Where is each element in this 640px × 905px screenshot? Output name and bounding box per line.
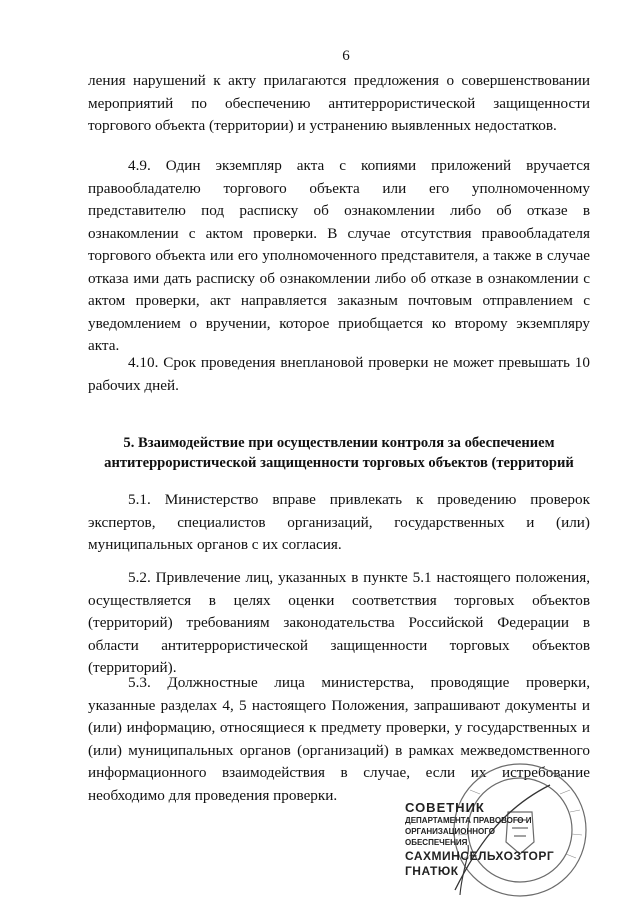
stamp-line-2: ДЕПАРТАМЕНТА ПРАВОВОГО И [405, 816, 532, 825]
stamp-signatory: ГНАТЮК [405, 864, 459, 878]
section-heading-line-1: 5. Взаимодействие при осуществлении контроля за обеспечением [123, 435, 555, 451]
section-5-heading [88, 433, 590, 473]
paragraph-5-3: 5.3. Должностные лица министерства, проводящие проверки, указанные разделах 4, 5 настоящего Положения, запрашивают документы и (или) информацию, относящиеся к предмету проверки, у государственных и (или) муниципальных органов (организаций) в рамках межведомственного информационного взаимодействия в случае, если их истребование необходимо для проведения проверки. [88, 674, 590, 804]
section-heading-line-2: антитеррористической защищенности торговых объектов (территорий [104, 455, 574, 471]
paragraph-4-10: 4.10. Срок проведения внеплановой проверки не может превышать 10 рабочих дней. [88, 354, 590, 394]
paragraph-continuation: ления нарушений к акту прилагаются предложения о совершенствовании мероприятий по обеспечению антитеррористической защищенности торгового объекта (территории) и устранению выявленных недостатков. [88, 72, 590, 134]
stamp-title: СОВЕТНИК [405, 800, 485, 815]
paragraph-4-9: 4.9. Один экземпляр акта с копиями приложений вручается правообладателю торгового объекта или его уполномоченному представителю под расписку об ознакомлении либо об отказе в ознакомлении с актом проверки. В случае отсутствия правообладателя торгового объекта или его уполномоченного представителя, а также в случае отказа ими дать расписку об ознакомлении либо об отказе в ознакомлении с актом проверки, акт направляется заказным почтовым отправлением с уведомлением о вручении, которое приобщается ко второму экземпляру акта. [88, 157, 590, 354]
stamp-organization: САХМИНСЕЛЬХОЗТОРГ [405, 849, 555, 863]
page-number: 6 [342, 48, 350, 64]
stamp-line-4: ОБЕСПЕЧЕНИЯ [405, 838, 468, 847]
stamp-line-3: ОРГАНИЗАЦИОННОГО [405, 827, 495, 836]
paragraph-5-1: 5.1. Министерство вправе привлекать к проведению проверок экспертов, специалистов организаций, государственных и (или) муниципальных органов с их согласия. [88, 491, 590, 553]
paragraph-5-2: 5.2. Привлечение лиц, указанных в пункте 5.1 настоящего положения, осуществляется в целях оценки соответствия торговых объектов (территорий) требованиям законодательства Российской Федерации в области антитеррористической защищенности торговых объектов (территорий). [88, 569, 590, 676]
